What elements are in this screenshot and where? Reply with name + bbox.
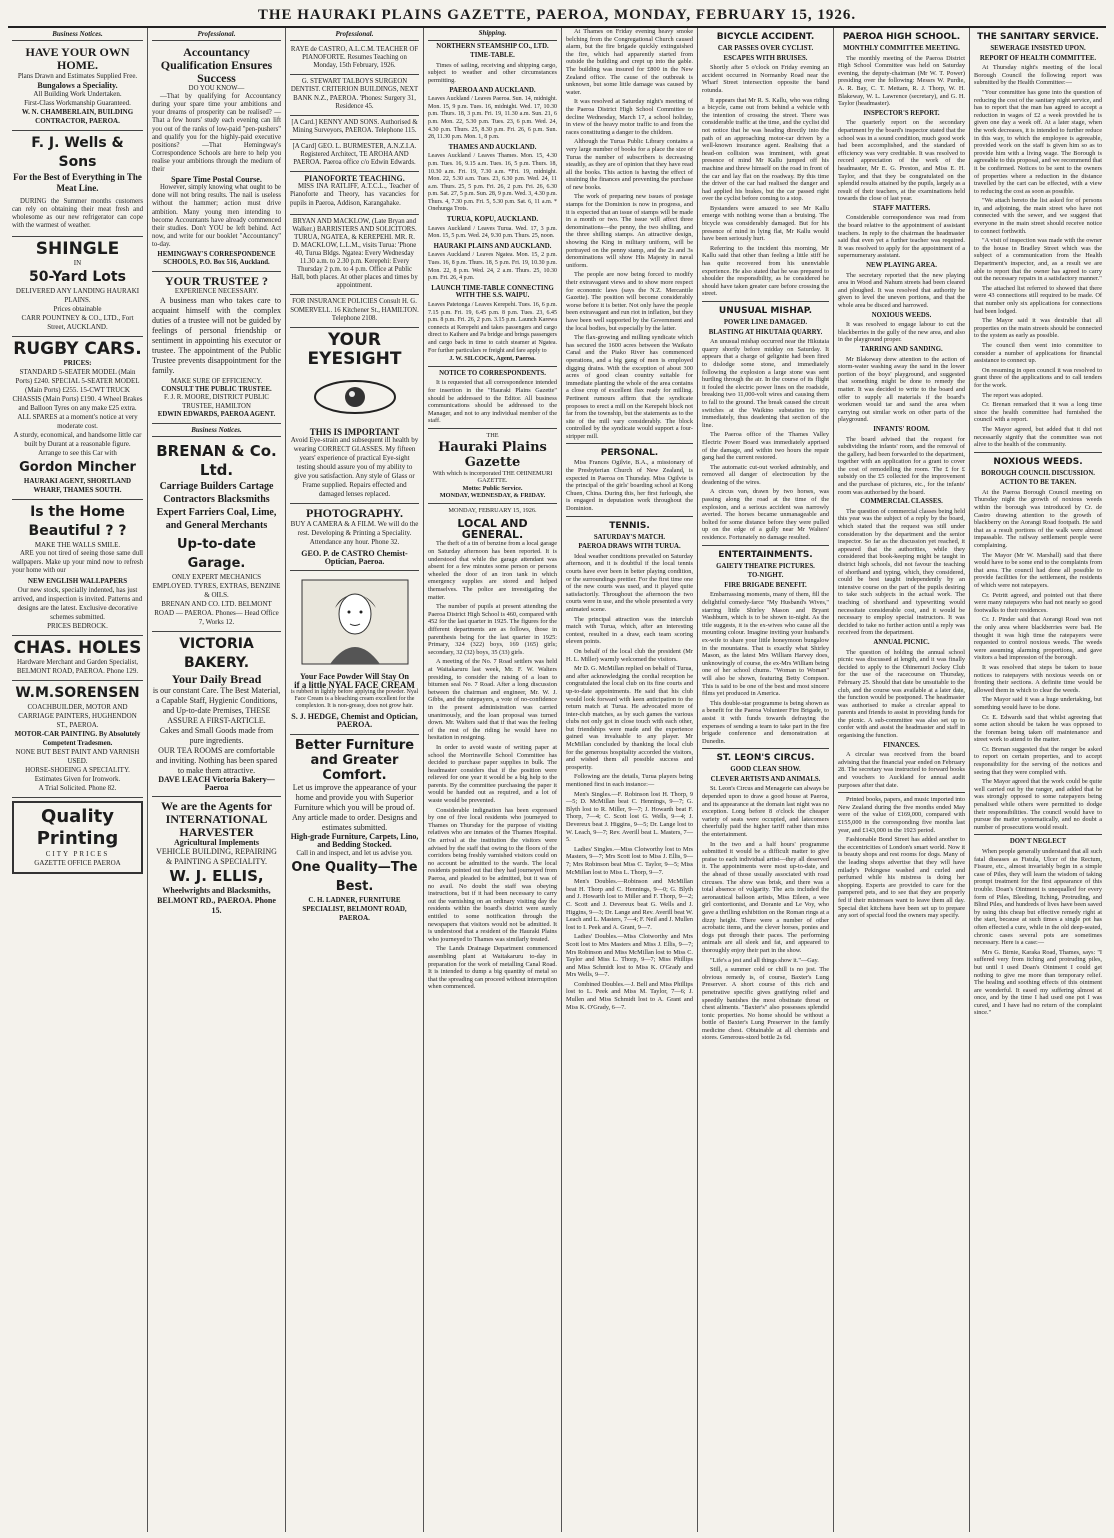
- article-paragraph: Considerable indignation has been expressed by one of five local residents who journeyed to Thames on Thursday for the purpose of visiting relatives who are inmates of the Thames Hospital. On arrival at the institution the visitors were advised by the staff that owing to the floors of the corridors being freshly varnished visitors could on no account be admitted to the wards. The local residents pointed out that they had journeyed from Paeroa, and pleaded to be admitted, but it was of no avail. No doubt the staff was obeying instructions, but if it had been necessary to carry out the varnishing on an ordinary visiting day the residents within the board's district were surely entitled to some notification through the newspapers that visitors would not be admitted. It is understood that a resident of the Hauraki Plains who journeyed to Thames was similarly treated.: [428, 806, 557, 943]
- article-paragraph: At the Paeroa Borough Council meeting on Thursday night the growth of noxious weeds within the borough was introduced by Cr. de Castro drawing attention to the growth of blackberry on the Aorangi Road footpath. He said that as a result portions of the walk were almost impassable. The railway settlement people were complaining.: [974, 488, 1102, 550]
- ad-text: Your Daily Bread: [171, 671, 262, 686]
- article-subheadline: CLEVER ARTISTS AND ANIMALS.: [710, 775, 821, 783]
- ad-text: Our new stock, specially indented, has just arrived, and inspection is invited. Patterns and designs are the latest. Exclusive decorative schemes submitted.: [12, 585, 143, 621]
- ad-title: PIANOFORTE TEACHING.: [304, 174, 405, 184]
- article-subheadline: BLASTING AT HIKUTAIA QUARRY.: [708, 328, 823, 336]
- ad-text: Arrange to see this Car with: [38, 449, 117, 458]
- article-paragraph: Ideal weather conditions prevailed on Saturday afternoon, and it is doubtful if the local tennis courts have ever been in better playing condition, or the surroundings prettier. For the first time one of the new courts was used, and it played quite satisfactorily. Throughout the afternoon the two courts were in use, and the whole presented a very animated scene.: [566, 552, 693, 613]
- article-paragraph: The report was adopted.: [982, 391, 1043, 399]
- ad-title: Quality Printing: [36, 805, 119, 849]
- ad-text: EXPERIENCE NECESSARY.: [174, 288, 259, 296]
- ad-title: Better Furniture and Greater Comfort.: [294, 737, 415, 783]
- divider: [974, 834, 1102, 835]
- ad-title: RUGBY CARS.: [13, 339, 142, 360]
- article-paragraph: Printed books, papers, and music imported into New Zealand during the five months ended May were of the value of £169,000, compared with £155,000 in the corresponding five months last year, and £143,000 in the 1923 period.: [838, 796, 965, 834]
- ad-headline: DON'T NEGLECT: [1009, 838, 1067, 846]
- ad-body: However, simply knowing what ought to be done will not bring results. The nail is useless without the hammer; action must drive ambition. Many young men intending to become Accountants have already commenced their studies. Don't YOU be left behind. Act now, and write for our booklet "Accountancy" to-day.: [152, 184, 281, 248]
- article-subheadline: TARRING AND SANDING.: [860, 345, 943, 353]
- article-paragraph: Following are the details, Turua players being mentioned first in each instance:—: [566, 773, 693, 789]
- article-paragraph: The people are now being forced to modify their extravagant views and to show more respect for economic laws (says the N.Z. Mercantile Gazette). The position will become considerably worse before it is better. Not only have the people been extravagant and run riot in inflation, but they have been well supported by the Government and the local bodies, but especially by the latter.: [566, 271, 693, 332]
- ad-title: CHAS. HOLES: [13, 637, 142, 658]
- ad-text: DO YOU KNOW—: [188, 85, 245, 93]
- shipping-title: LAUNCH TIME-TABLE CONNECTING WITH THE S.S. WAIPU.: [431, 284, 554, 300]
- shipping-agent: J. W. SILCOCK, Agent, Paeroa.: [449, 355, 536, 363]
- shipping-title: NORTHERN STEAMSHIP CO., LTD.: [436, 42, 549, 50]
- shipping-times: Leaves Auckland / Leaves Ngatea. Mon. 15, 2 p.m. Tues. 16, 8 p.m. Thurs. 18, 5 p.m. Fri. 19, 10.30 p.m. Mon. 22, 8 p.m. Wed. 24, 2 a.m. Thurs. 25, 10.30 p.m. Fri. 26, 4 p.m.: [428, 252, 557, 282]
- card-somervell: [290, 295, 419, 327]
- article-headline: UNUSUAL MISHAP.: [718, 306, 813, 316]
- article-subheadline: CAR PASSES OVER CYCLIST.: [717, 45, 814, 52]
- article-paragraph: Embarrassing moments, many of them, fill the delightful comedy-farce "My Husband's Wives," starring little Shirley Mason and Bryant Washburn, which is to be shown to-night. As the title suggests, it is the ex-wives who cause all the mounting colour. Imagine inviting your husband's ex-wife to share your little honeymoon bungalow in the mountains. That is exactly what Shirley Mason, as the latest Mrs William Harvey does, unknowingly of course, the ex-Mrs William being one of her school chums. "Woman to Woman" will also be shown, featuring Betty Compson. This is said to be one of the best and most sincere films yet produced in America.: [702, 591, 829, 698]
- notice-text: It is requested that all correspondence intended for insertion in the "Hauraki Plains Gazette" should be addressed to the Editor. All business communications should be addressed to the Manager, and not to any individual member of the staff.: [428, 379, 557, 425]
- article-paragraph: Still, a summer cold or chill is no jest. The obvious remedy is, of course, Baxter's Lung Preserver. A short course of this rich and penetrative specific gives gratifying relief and speedily banishes the most obstinate throat or chest ailments. "Baxter's" also possesses splendid tonic properties. No home should be without a bottle of Baxter's Lung Preserver in the family medicine chest. Obtainable at all chemists and stores. Generous-sized bottle 2s 6d.: [702, 966, 829, 1042]
- shipping-text: Times of sailing, receiving and shipping cargo, subject to weather and other circumstances permitting.: [428, 61, 557, 84]
- article-paragraph: Cr. Brenan remarked that it was a long time since the health committee had furnished the council with a report.: [974, 401, 1102, 424]
- ad-text: DAVE LEACH Victoria Bakery—Paeroa: [158, 774, 275, 792]
- shipping-title: THAMES AND AUCKLAND.: [448, 143, 537, 151]
- ad-text: NONE BUT BEST PAINT AND VARNISH USED.: [15, 747, 140, 765]
- ad-text: THIS IS IMPORTANT: [309, 426, 400, 437]
- article-paragraph: The Lands Drainage Department commenced assembling plant at Waitakaruru to-day in preparation for the work of metalling Canal Road. It is intended to dump a big quantity of metal so that the spreading can proceed without interruption when commenced.: [428, 945, 557, 991]
- article-paragraph: The quarterly report on the secondary department by the board's inspector stated that the school was in a sound condition, much good work had been accomplished, and the standard of efficiency was very creditable. It was resolved to record appreciation of the work of the headmaster, Mr E. G. Preston, and Miss E. H. Taylor, and that they be congratulated on the splendid results attained by the pupils, largely as a result of their teachers, at the examinations held towards the close of last year.: [838, 119, 965, 203]
- article-paragraph: Men's Singles.—F. Robinson lost H. Thorp, 9—5; D. McMillan beat C. Hennings, 9—7; G. Blyth lost to R. Miller, 9—7; J. Howarth beat F. Thorp, 7—4; C. Scott lost G. Wells, 9—4; J. Devereux beat J. Higgins, 9—5; Dr. Lange lost to W. Leach, 9—7; Rev. Averill beat L. Masters, 7—5.: [566, 790, 693, 844]
- ad-title: Accountancy Qualification Ensures Success: [160, 45, 273, 86]
- ad-text: GAZETTE OFFICE PAEROA: [34, 858, 121, 867]
- ad-paragraph: Mrs G. Birnie, Karaka Road, Thames, says: "I suffered very from itching and protruding piles, but until I used Doan's Ointment I could get nothing to give me more than temporary relief. The healing and soothing effects of this ointment are wonderful. It eased my suffering almost at once, and by the time I had used one pot I was cured, and I have had no return of the complaint since.": [974, 948, 1102, 1017]
- newspaper-flag: Hauraki Plains Gazette: [438, 439, 547, 470]
- ad-text: HAURAKI AGENT, SHORTLAND WHARF, THAMES SOUTH.: [23, 477, 132, 495]
- article-paragraph: Cr. Brenan suggested that the ranger be asked to report on certain properties, and to accept responsibility for the serving of the notices and seeing that they were complied with.: [974, 745, 1102, 776]
- article-paragraph: The question of holding the annual school picnic was discussed at length, and it was finally decided to apply to the Ohinemuri Jockey Club for the use of the racecourse on Thursday, February 25. Should that date be unsuitable to the club, and the course was available at a later date, the function would be postponed. The headmaster was authorised to make a circular appeal to parents and friends to assist in providing funds for the picnic. A sub-committee was also set up to confer with and assist the headmaster and staff in organising the function.: [838, 648, 965, 740]
- ad-text: W. N. CHAMBERLAIN, BUILDING CONTRACTOR, PAEROA.: [21, 108, 134, 126]
- lady-portrait-icon: [300, 578, 410, 666]
- article-paragraph: On resuming in open council it was resolved to grant three of the applications and to call tenders for the work.: [974, 366, 1102, 389]
- article-paragraph: The work of preparing new issues of postage stamps for the Dominion is now in progress, and it is expected that an issue of stamps will be made in a month or two. The issue will affect three denominations—the penny, the two shilling, and the three shilling stamps. An attractive design, showing the King in military uniform, will be portrayed on the penny stamp, and the 2s and 3s denominations will show His Majesty in naval uniform.: [566, 193, 693, 269]
- ad-text: BRYAN AND MACKLOW, (Late Bryan and Walker.) BARRISTERS AND SOLICITORS. TURUA, NGATEA, & KEREPEHI. MR. R. D. MACKLOW, L.L.M., visits Turua: 'Phone 40, Turua Bldgs. Ngatea: Every Wednesday 11.30 a.m. to 2.30 p.m. Kerepehi: Every Thursday 2 p.m. to 4 p.m. Office at Public Hall, both places. At other places and times by appointment.: [291, 217, 418, 290]
- card-burmester: [290, 140, 419, 172]
- ad-body: —That by qualifying for Accountancy during your spare time your ambitions and your dreams of prosperity can be realised? —That a few hours' study each evening can lift you out of the ranks of low-paid "pen-pushers" and qualify you for the highly-paid executive positions? —That Hemingway's Correspondence Schools are here to help you realise your ambitions through the medium of their: [152, 93, 281, 174]
- ad-text: NEW ENGLISH WALLPAPERS: [27, 576, 128, 585]
- flag-days: MONDAY, WEDNESDAY, & FRIDAY.: [439, 492, 546, 500]
- ad-public-trustee: [152, 272, 281, 424]
- ad-body: MISS INA RATLIFF, A.T.C.L., Teacher of Pianoforte and Theory, has vacancies for pupils in Paeroa, Addison, Karangahake.: [290, 183, 419, 207]
- article-headline: THE SANITARY SERVICE.: [977, 32, 1099, 42]
- ad-text: STANDARD 5-SEATER MODEL (Main Ports) £240. SPECIAL 5-SEATER MODEL (Main Ports) £255. 15-CWT TRUCK CHASSIS (Main Ports) £190. 4 Wheel Brakes and Balloon Tyres on any make £25 extra. ALL SPARES at a moment's notice at very moderate cost.: [12, 368, 143, 431]
- article-paragraph: Referring to the incident this morning, Mr Kallu said that other than feeling a little stiff he has quite recovered from his unenviable experience. He also stated that he was prepared to shoulder the responsibility, as he considered he should have taken greater care before crossing the street.: [702, 244, 829, 298]
- article-paragraph: The theft of a tin of benzine from a local garage on Saturday afternoon has been reported. It is understood that while the garage attendant was absent for a few minutes some person or persons wheeled the door of an iron tank in which emergency supplies are stored and helped themselves. The police are investigating the matter.: [428, 540, 557, 601]
- ad-title: Is the Home Beautiful ? ?: [28, 504, 127, 540]
- ad-text: MAKE THE WALLS SMILE.: [34, 541, 121, 550]
- article-subheadline: ACTION TO BE TAKEN.: [999, 479, 1077, 487]
- article-headline: PERSONAL.: [600, 448, 659, 459]
- shipping-times: Leaves Patetonga / Leaves Kerepehi. Tues. 16, 6 p.m. 7.15 p.m. Fri. 19, 6.45 p.m. 8 p.m. Tues. 23, 6.45 p.m. 8 p.m. Fri. 26, 2 p.m. 3.15 p.m. Launch Karewa connects at Kerepehi and takes passengers and cargo direct to Kaihere and Pa bridge and brings passengers and cargo back in time to catch steamer at Ngatea. For further particulars re freight and fare apply to: [428, 302, 557, 354]
- article-paragraph: The Paeroa office of the Thames Valley Electric Power Board was immediately apprised of the damage, and within two hours the repair gang had the current restored.: [702, 431, 829, 462]
- section-header: Professional.: [152, 28, 281, 41]
- ad-text: 50-Yard Lots: [29, 269, 126, 286]
- ad-printing: [12, 801, 143, 874]
- article-paragraph: It was resolved at Saturday night's meeting of the Paeroa District High School Committee to decline Wednesday, March 17, a school holiday, in view of the heavy motor traffic to and from the races constituting a danger to the children.: [566, 98, 693, 136]
- ad-title: We are the Agents for INTERNATIONAL HARVESTER: [160, 799, 273, 839]
- article-paragraph: Although the Turua Public Library contains a very large number of books for a place the size of Turua the number of subscribers is decreasing steadily, as they are of opinion that they have read all the books. This action is having the effect of straining the finances and preventing the purchase of new books.: [566, 138, 693, 191]
- article-subheadline: POWER LINE DAMAGED.: [723, 319, 808, 326]
- article-paragraph: The flax-growing and milling syndicate which has secured the 1600 acres between the Waikato Canal and the Piako River has commenced operations, and a big gang of men is employed digging drains. With the exception of about 300 acres of good clean country suitable for immediate planting the whole of the area contains a close crop of excellent flax ready for milling. Pertinent rumours affirm that the syndicate proposes to erect a mill on the Kerepehi block not far from the township, but the statements as to the site of the mill vary considerably. The block controlled by the syndicate would support a four-stripper mill.: [566, 334, 693, 440]
- issue-date: MONDAY, FEBRUARY 15, 1926.: [448, 506, 537, 514]
- ad-text: C. H. LADNER, FURNITURE SPECIALIST, BELMONT ROAD, PAEROA.: [302, 895, 407, 922]
- flag-motto: Motto: Public Service.: [462, 484, 523, 492]
- eye-illustration-icon: [300, 373, 410, 421]
- article-paragraph: "Life's a jest and all things show it."—Gay.: [710, 956, 819, 964]
- divider: [702, 545, 829, 546]
- columns: [8, 28, 1106, 1532]
- ad-text: S. J. HEDGE, Chemist and Optician, PAEROA.: [291, 712, 418, 730]
- column-4: [424, 28, 562, 1532]
- article-paragraph: On behalf of the local club the president (Mr H. L. Miller) warmly welcomed the visitors.: [566, 647, 693, 663]
- ad-text: CONSULT THE PUBLIC TRUSTEE.: [161, 386, 272, 394]
- ad-text: MAKE SURE OF EFFICIENCY.: [170, 378, 263, 386]
- article-subheadline: NEW PLAYING AREA.: [866, 262, 937, 270]
- ad-text: HORSE-SHOEING A SPECIALITY.: [25, 765, 130, 774]
- masthead: THE HAURAKI PLAINS GAZETTE, PAEROA, MONDAY, FEBRUARY 15, 1926.: [8, 4, 1106, 28]
- section-header: Business Notices.: [12, 28, 143, 41]
- column-2: [148, 28, 286, 1532]
- shipping-times: Leaves Auckland / Leaves Thames. Mon. 15, 4.30 p.m. Tues. 16, 9.15 a.m. Tues. 16, 5 p.m. Thurs. 18, 10.30 a.m. Fri. 19, 7.30 a.m. *Fri. 19, midnight. Mon. 22, 5.30 a.m. Tues. 23, 6.30 p.m. Wed. 24, 11 a.m. Thurs. 25, 5 p.m. Fri. 26, 2 p.m. Fri. 26, 6.30 p.m. Sat. 27, 5 p.m. Sun. 28, 9 p.m. Wed. 3, 4.30 p.m. Thurs. 4, 7.30 p.m. Fri. 5, 5.30 p.m. Sat. 6, 11 a.m. * Onehunga Trots.: [428, 153, 557, 213]
- divider: [702, 748, 829, 749]
- ad-ellis: [152, 797, 281, 920]
- ad-title: YOUR EYESIGHT: [307, 329, 402, 369]
- article-paragraph: Ladies' Doubles.—Miss Clotworthy and Mrs Scott lost to Mrs Masters and Miss J. Ellis, 9—7; Mrs Robinson and Miss McMillan lost to Miss C. Taylor and Miss L. Thorp, 9—7; Miss Phillips and Miss Schmidt lost to Miss K. O'Grady and Mrs Wells, 9—7.: [566, 933, 693, 979]
- section-header: Business Notices.: [152, 424, 281, 437]
- article-headline: PAEROA HIGH SCHOOL.: [842, 32, 961, 42]
- ad-text: Up-to-date Garage.: [177, 536, 256, 571]
- article-paragraph: Mr D. G. McMillan replied on behalf of Turua, and after acknowledging the cordial reception he congratulated the local club on its fine courts and up-to-date appointments. He said that his club would look forward with keen anticipation to the return match at Turua. He advocated more of inter-club matches, as by such games the various clubs not only got in close touch with each other, but friendships were made and the experience gained was invaluable to any player. Mr McMillan concluded by thanking the local club for the generous hospitality accorded the visitors, and wished them all possible success and prosperity.: [566, 665, 693, 771]
- card-ratliff: [290, 172, 419, 214]
- article-paragraph: The council then went into committee to consider a number of applications for financial assistance to connect up.: [974, 341, 1102, 365]
- article-subheadline: NOXIOUS WEEDS.: [871, 311, 932, 319]
- ad-text: High-grade Furniture, Carpets, Lino, and Bedding Stocked.: [290, 831, 419, 849]
- ad-ladner: [290, 735, 419, 927]
- ad-text: F. J. R. MOORE, DISTRICT PUBLIC TRUSTEE, HAMILTON: [164, 394, 269, 410]
- article-paragraph: In order to avoid waste of writing paper at school the Morrinsville School Committee has decided to purchase paper supplies in bulk. The headmaster considers that if the position were relieved for one year it would be a big help to the parents. By the committee purchasing the paper it would be handed out as required, and a lot of waste would be prevented.: [428, 743, 557, 805]
- ad-body: DURING the Summer months customers can rely on obtaining their meat fresh and wholesome as our new refrigerator can cope with the warmest of weather.: [12, 198, 143, 230]
- article-paragraph: A circus van, drawn by two horses, was passing along the road at the time of the explosion, and a serious accident was narrowly averted. The horses became unmanageable and bolted for some distance before they were pulled up on the edge of a gully near Mr Walters' residence. Fortunately no damage resulted.: [702, 488, 829, 542]
- divider: [974, 452, 1102, 453]
- shipping-title: PAEROA AND AUCKLAND.: [449, 86, 536, 94]
- ad-text: Cakes and Small Goods made from pure ingredients.: [159, 725, 274, 745]
- section-header: Shipping.: [428, 28, 557, 41]
- article-paragraph: At Thursday night's meeting of the local Borough Council the following report was submitted by the Health Committee:—: [974, 64, 1102, 87]
- shipping-times: Leaves Auckland / Leaves Paeroa. Sun. 14, midnight. Mon. 15, 9 p.m. Tues. 16, midnight. Wed. 17, 10.30 p.m. Thurs. 18, 3 p.m. Fri. 19, 11.30 a.m. Sun. 21, 6 p.m. Mon. 22, 5.30 p.m. Tues. 23, 6 p.m. Wed. 24, 4.30 p.m. Thurs. 25, 8.30 p.m. Fri. 26, 6 p.m. Sun. 28, 11.30 p.m. Mon. 1, 8 p.m.: [428, 96, 557, 141]
- ad-text: Hardware Merchant and Garden Specialist, BELMONT ROAD, PAEROA. Phone 129.: [16, 657, 139, 675]
- article-paragraph: At Thames on Friday evening heavy smoke belching from the Congregational Church caused alarm, but the fire brigade quickly extinguished the fire, which had apparently started from outside the building and crept up into the gable. The building was insured for £800 in the New Zealand office. The cause of the outbreak is unknown, but some little damage was caused by water.: [566, 28, 693, 96]
- ad-text: BRENAN AND CO. LTD. BELMONT ROAD — PAEROA. Phones— Head Office 7, Works 12.: [154, 599, 279, 626]
- article-paragraph: The Mayor agreed, but added that it did not necessarily signify that the committee was not alive to the health of the community.: [974, 425, 1102, 449]
- ad-eyesight: [290, 328, 419, 504]
- ad-text: W. J. ELLIS,: [169, 867, 264, 886]
- card-talboys: [290, 75, 419, 115]
- article-paragraph: Miss Frances Ogilvie, B.A., a missionary of the Presbyterian Church of New Zealand, is expected in Paeroa on Thursday. Miss Ogilvie is the principal of the girls' boarding school at Kong Chuen, China. During this, her first furlough, she is engaged in deputation work throughout the Dominion.: [566, 459, 693, 513]
- ad-title: HAVE YOUR OWN HOME.: [25, 45, 130, 73]
- card-kenny: [290, 116, 419, 140]
- ad-rugby-cars: [12, 337, 143, 500]
- ad-text: Bungalows a Speciality.: [37, 81, 118, 91]
- ad-text: FOR INSURANCE POLICIES Consult H. G. SOMERVELL. 16 Kitchener St., HAMILTON. Telephone 2108.: [290, 298, 419, 322]
- article-paragraph: Men's Doubles.—Robinson and McMillan beat H. Thorp and C. Hennings, 9—0; G. Blyth and J. Howarth lost to Miller and F. Thorp, 9—2; C. Scott and J. Devereux beat G. Wells and J. Higgins, 9—3; Dr. Lange and Rev. Averill beat W. Leach and L. Masters, 7—4; F. Neil and J. Mullen lost to I. Peek and A. Grant, 9—7.: [566, 878, 693, 931]
- ad-text: EDWIN EDWARDS, PAEROA AGENT.: [157, 410, 276, 418]
- article-subheadline: INFANTS' ROOM.: [873, 425, 930, 433]
- flag-text: With which is incorporated THE OHINEMURI GAZETTE.: [432, 469, 553, 485]
- article-subheadline: STAFF MATTERS.: [872, 204, 931, 212]
- ad-text: G. STEWART TALBOYS SURGEON DENTIST. CRITERION BUILDINGS, NEXT BANK N.Z., PAEROA. 'Phones: Surgery 31, Residence 45.: [290, 78, 419, 110]
- article-paragraph: "A visit of inspection was made with the owner to the house in Bradley Street which was the subject of a communication from the Health Department's inspector, and, as a result we are able to report that the owner has agreed to carry out the necessary repairs in a satisfactory manner.": [974, 237, 1102, 283]
- ad-text: [A Card.] KENNY AND SONS. Authorised & Mining Surveyors, PAEROA. Telephone 115.: [291, 118, 418, 134]
- article-paragraph: This double-star programme is being shown as a benefit for the Paeroa Volunteer Fire Brigade, to assist it with funds towards defraying the expenses of sending a team to take part in the fire brigade conference and demonstration at Dunedin.: [702, 699, 829, 745]
- article-subheadline: GAIETY THEATRE PICTURES.: [716, 562, 815, 570]
- article-paragraph: A circular was received from the board advising that the financial year ended on February 28. The secretary was instructed to forward books and vouchers to Auckland for annual audit purposes after that date.: [838, 751, 965, 789]
- article-subheadline: MONTHLY COMMITTEE MEETING.: [843, 45, 960, 52]
- article-subheadline: COMMERCIAL CLASSES.: [860, 498, 943, 506]
- ad-text: [A Card] GEO. L. BURMESTER, A.N.Z.I.A. Registered Architect, TE AROHA AND PAEROA. Paeroa office c/o Edwin Edwards.: [292, 142, 417, 167]
- ad-title: VICTORIA BAKERY.: [179, 635, 254, 671]
- article-headline: ST. LEON'S CIRCUS.: [716, 753, 815, 764]
- column-7: [834, 28, 970, 1532]
- article-paragraph: A meeting of the No. 7 Road settlers was held at Waitakaruru last week, Mr. F. W. Walters presiding, to consider the raising of a loan to bitumen seal No. 7 Road. After a long discussion between the chairman and engineer, Mr. W. J. Gibbs, and the ratepayers, a vote of no-confidence in the present administration was carried unanimously, and the loan proposal was turned down. Mr. Walters said that if that was the feeling of the rest of the riding he would have no hesitation in resigning.: [428, 658, 557, 742]
- ad-holes: [12, 636, 143, 681]
- ad-title: Your Face Powder Will Stay On: [300, 672, 409, 682]
- ad-text: Agricultural Implements: [173, 838, 260, 847]
- article-paragraph: It was resolved that steps be taken to issue notices to ratepayers with noxious weeds on or fronting their sections. A definite time would be allowed them in which to clear the weeds.: [974, 663, 1102, 694]
- article-paragraph: The monthly meeting of the Paeroa District High School Committee was held on Saturday evening, the deputy-chairman (Mr W. T. Power) presiding over the following: Messrs W. Purdie, A. R. Bay, C. T. Mettam, R. J. Thorp, W. H. Blakeway, W. L. Lawrence (secretary), and G. H. Taylor (headmaster).: [838, 54, 965, 108]
- shipping-title: HAURAKI PLAINS AND AUCKLAND.: [433, 242, 552, 250]
- article-paragraph: It was resolved to engage labour to cut the blackberries in the gully of the new area, and also in the playground proper.: [838, 321, 965, 344]
- article-headline: NOXIOUS WEEDS.: [993, 456, 1083, 467]
- article-paragraph: Ladies' Singles.—Miss Clotworthy lost to Mrs Masters, 9—7; Mrs Scott lost to Miss J. Ellis, 9—7; Mrs Robinson beat Miss C. Taylor, 9—5; Miss McMillan lost to Miss L. Thorp, 9—7.: [566, 845, 693, 876]
- ad-hemingway: [152, 43, 281, 272]
- article-paragraph: Cr. J. Pinder said that Aorangi Road was not the only area where blackberries were bad. He thought it was high time the ratepayers were requested to control noxious weeds. The weeds were assuming alarming proportions, and gave visitors a bad impression of the borough.: [974, 616, 1102, 662]
- article-subheadline: INSPECTOR'S REPORT.: [863, 109, 940, 117]
- ad-title: YOUR TRUSTEE ?: [164, 274, 269, 289]
- ad-text: One Quality—The Best.: [291, 859, 418, 894]
- article-paragraph: "Your committee has gone into the question of reducing the cost of the sanitary night service, and has to report that the man has agreed to accept a reduction in wages of £2 a week provided he is given one day a week off. At a later stage, when the work decreases, it is intended to further reduce in this way, to which the employee is agreeable, provided work on the staff is given him so as to provide him with a living wage. The Borough is agreeable to this proposal, and we recommend that it be confirmed. Notices to be sent to the owners of properties where a reduction in the distance travelled by the cart can be effected, with a view to reducing the cost as soon as possible.: [974, 88, 1102, 195]
- column-1: [8, 28, 148, 1532]
- ad-wallpapers: [12, 500, 143, 635]
- ad-text: GEO. P. de CASTRO Chemist-Optician, Paeroa.: [301, 548, 408, 566]
- ad-nyal-face-cream: [290, 571, 419, 734]
- card-bryan-macklow: [290, 215, 419, 296]
- article-subheadline: GOOD CLEAN SHOW.: [730, 766, 801, 774]
- article-subheadline: FIRE BRIGADE BENEFIT.: [724, 581, 807, 589]
- article-headline: TENNIS.: [609, 520, 650, 531]
- ad-paragraph: When people generally understand that all such fatal diseases as Fistula, Ulcer of the Rectum, Fissure, etc., almost invariably begin in a simple case of Piles, they will learn the wisdom of taking prompt treatment for the first appearance of this trouble. Doan's Ointment is unequalled for every form of Piles, Bleeding, Itching, Protruding, and Blind Piles, and hundreds of lives have been saved by using this cheap but effective remedy right at the start, because at such times a single pot has often effected a cure, while in the old deep-seated, chronic cases several pots are sometimes necessary. Here is a case:—: [974, 848, 1102, 947]
- shipping-title: TURUA, KOPU, AUCKLAND.: [446, 216, 539, 224]
- ad-text: HEMINGWAY'S CORRESPONDENCE SCHOOLS, P.O. Box 516, Auckland.: [157, 250, 276, 267]
- article-paragraph: An unusual mishap occurred near the Hikutaia quarry shortly before midday on Saturday. It appears that a charge of gelignite had been fired to dislodge some stone, and immediately following the explosion a large stone was sent hurtling through the air. In the course of its flight it fouled the electric power lines on the roadside, breaking two 11,000-volt wires and causing them to fall to the ground. The break caused the circuit switches at the Waikino substation to trip immediately, thus deadening that section of the line.: [702, 338, 829, 429]
- ad-text: CITY PRICES: [45, 849, 110, 858]
- article-paragraph: The question of commercial classes being held this year was the subject of a reply by the board, which stated that the request was still under consideration by the department and the senior inspector. So far as the discussion yet reached, it appeared that the authorities, while they considered that book-keeping might be taught in district high schools, did not favour the teaching of shorthand and typing, which, they considered, could be best taught independently by an intensive course on the part of the pupils desiring to take such subjects in the actual work. The teaching of shorthand and typewriting would necessitate considerable cost, and it would be necessary to employ special instructors. It was decided to take no further action until a reply was received from the department.: [838, 507, 965, 637]
- article-paragraph: The board advised that the request for subdividing the infants' room, and the removal of the gallery, had been forwarded to the department, together with an application for a grant to cover the cost of remodelling the room. The £ for £ subsidy on the £5 collected for the improvement and the purchase of pictures, etc., for the infants' room was authorised by the board.: [838, 435, 965, 496]
- article-headline: BICYCLE ACCIDENT.: [716, 32, 815, 42]
- shipping-subtitle: TIME-TABLE.: [470, 52, 515, 60]
- ad-text: For the Best of Everything in The Meat Line.: [13, 172, 142, 194]
- ad-text: IN: [73, 259, 82, 268]
- divider: [566, 516, 693, 517]
- ad-text: BUY A CAMERA & A FILM. We will do the rest. Developing & Printing a Speciality. Attendance any hour. Phone 32.: [290, 519, 419, 546]
- article-headline: ENTERTAINMENTS.: [718, 549, 813, 560]
- column-6: [698, 28, 834, 1532]
- ad-text: Plans Drawn and Estimates Supplied Free.: [17, 72, 138, 81]
- article-paragraph: Cr. Petritt agreed, and pointed out that there were many ratepayers who had not nearly so good footwalks to their residences.: [974, 591, 1102, 614]
- ad-text: PRICES BEDROCK.: [47, 621, 108, 630]
- shipping-times: Leaves Auckland / Leaves Turua. Wed. 17, 3 p.m. Mon. 15, 5 p.m. Wed. 24, 9.30 p.m. Thurs. 25, noon.: [428, 225, 557, 240]
- ad-victoria-bakery: [152, 632, 281, 797]
- article-paragraph: The Mayor said it was a huge undertaking, but something would have to be done.: [974, 696, 1102, 711]
- article-paragraph: The Mayor said it was desirable that all properties on the main streets should be connected to the system as early as possible.: [974, 317, 1102, 340]
- article-subheadline: PAEROA DRAWS WITH TURUA.: [578, 543, 681, 551]
- ad-wells: [12, 131, 143, 237]
- ad-text: Carriage Builders Cartage Contractors Blacksmiths Expert Farriers Coal, Lime, and General Merchants: [156, 480, 277, 531]
- article-paragraph: Mr Blakeway drew attention to the action of storm-water washing away the sand in the lower portion of the boys' playground, and suggested that something might be done to remedy the matter. It was decided to write to the board and offer to supply all materials if the board's workmen would tar and sand the area when carrying out similar work on other parts of the playground.: [838, 355, 965, 424]
- article-paragraph: The secretary reported that the new playing area in Wood and Nahum streets had been cleared and ploughed. It was resolved that authority be given to level the uneven portions, and that the whole area be disced and harrowed.: [838, 271, 965, 309]
- article-paragraph: Combined Doubles.—J. Bell and Miss Phillips lost to L. Peek and Miss M. Taylor, 7—6; J. Mullen and Miss Schmidt lost to A. Grant and Miss K. O'Grady, 6—7.: [566, 980, 693, 1011]
- ad-text: is rubbed in lightly before applying the powder. Nyal Face Cream is a bleaching cream excellent for the complexion. It is non-greasy, does not grow hair.: [290, 689, 419, 710]
- column-8: [970, 28, 1106, 1532]
- article-subheadline: BOROUGH COUNCIL DISCUSSION.: [981, 469, 1095, 477]
- ad-text: Spare Time Postal Course.: [171, 175, 262, 185]
- ad-text: RAYE de CASTRO, A.L.C.M. TEACHER OF PIANOFORTE. Resumes Teaching on Monday, 15th February, 1926.: [290, 46, 419, 70]
- ad-text: All Building Work Undertaken.: [33, 90, 122, 99]
- ad-text: is our constant Care. The Best Material, a Capable Staff, Hygienic Conditions, and Up-to-date Premises, THESE ASSURE A FIRST-ARTICLE.: [152, 685, 281, 725]
- article-subheadline: SEWERAGE INSISTED UPON.: [990, 45, 1086, 52]
- ad-text: Gordon Mincher: [19, 460, 136, 476]
- divider: [566, 443, 693, 444]
- card-de-castro: [290, 43, 419, 75]
- article-subheadline: ANNUAL PICNIC.: [873, 638, 930, 646]
- ad-chamberlain: [12, 43, 143, 131]
- article-paragraph: It appears that Mr R. S. Kallu, who was riding a bicycle, came out from behind a vehicle with the intention of crossing the street. There was considerable traffic at the time, and the cyclist did not notice that he was heading directly into the path of an approaching motor-car driven by a well-known insurance agent. Realising that a head-on collision was imminent, with great presence of mind Mr Kallu jumped off his machine and threw himself on the road in front of the car and lay flat on the roadway. By this time the driver of the car had realised the danger and had applied his brakes, but the car passed right over the cyclist before coming to a stop.: [702, 96, 829, 203]
- ad-text: Call in and inspect, and let us advise you.: [296, 848, 413, 857]
- article-paragraph: St. Leon's Circus and Menagerie can always be depended upon to draw a good house at Paeroa, and its appearance at the domain last night was no exception. Long before 8 o'clock the cheaper variety of seats were occupied, and latecomers cheerfully paid the higher tariff rather than miss the entertainment.: [702, 785, 829, 839]
- article-subheadline: FINANCES.: [883, 741, 920, 749]
- ad-text: Let us improve the appearance of your home and provide you with Superior Furniture which you will be proud of. Any article made to order. Designs and estimates submitted.: [291, 782, 418, 832]
- ad-text: if a little NYAL FACE CREAM: [294, 680, 415, 691]
- divider: [428, 503, 557, 504]
- ad-text: OUR TEA ROOMS are comfortable and inviting. Nothing has been spared to make them attractive.: [155, 745, 278, 775]
- ad-text: COACHBUILDER, MOTOR AND CARRIAGE PAINTERS, HUGHENDON ST., PAEROA.: [18, 702, 137, 729]
- ad-text: PRICES:: [63, 359, 92, 368]
- article-subheadline: TO-NIGHT.: [747, 572, 784, 580]
- ad-text: CARR POUNTNEY & CO., LTD., Fort Street, AUCKLAND.: [21, 314, 134, 332]
- ad-photography: [290, 504, 419, 571]
- ad-text: Estimates Given for Ironwork.: [34, 774, 121, 783]
- article-paragraph: The automatic cut-out worked admirably, and removed all danger of electrocution by the deadening of the wires.: [702, 463, 829, 486]
- ad-title: PHOTOGRAPHY.: [305, 505, 403, 520]
- ad-text: First-Class Workmanship Guaranteed.: [24, 99, 131, 108]
- article-subheadline: REPORT OF HEALTH COMMITTEE.: [979, 54, 1097, 62]
- ad-title: SHINGLE: [35, 239, 120, 260]
- article-paragraph: Cr. E. Edwards said that whilst agreeing that some action should be taken he was opposed to the foreman being taken off maintenance and street work to attend to the matter.: [974, 713, 1102, 744]
- article-paragraph: The principal attraction was the interclub match with Turua, which, after an interesting contest, resulted in a draw, each team scoring eleven points.: [566, 615, 693, 646]
- ad-title: BRENAN & Co. Ltd.: [156, 441, 277, 479]
- article-paragraph: Shortly after 5 o'clock on Friday evening an accident occurred in Normanby Road near the Wharf Street intersection opposite the band rotunda.: [702, 64, 829, 94]
- article-subheadline: ESCAPES WITH BRUISES.: [723, 54, 808, 62]
- divider: [702, 301, 829, 302]
- ad-body: A business man who takes care to acquaint himself with the complex duties of a trustee will not be guided by feelings of personal friendship or sentiment in appointing his executor or trustee. The appointment of the Public Trustee prevents disappointment for the family.: [152, 296, 281, 376]
- section-header: Professional.: [290, 28, 419, 41]
- ad-text: Wheelwrights and Blacksmiths, BELMONT RD., PAEROA. Phone 15.: [157, 886, 276, 916]
- notice-title: NOTICE TO CORRESPONDENTS.: [439, 369, 546, 377]
- ad-shingle: [12, 237, 143, 337]
- article-paragraph: The number of pupils at present attending the Paeroa District High School is 460, compared with 452 for the last quarter in 1925. The figures for the different departments are as follows, those in parenthesis being for the last quarter in 1925: Primary, 324 (322) boys, 169 (165) girls; secondary, 32 (32) boys, 35 (33) girls.: [428, 603, 557, 656]
- article-paragraph: Considerable correspondence was read from the board relative to the appointment of assistant teachers. In reply to the chairman the headmaster said that even yet a further teacher was required. It was resolved to apply for the appointment of a supernumerary assistant.: [838, 214, 965, 260]
- ad-text: DELIVERED ANY LANDING HAURAKI PLAINS.: [15, 287, 140, 305]
- article-paragraph: Bystanders were amazed to see Mr Kallu emerge with nothing worse than a bruising. The bicycle was considerably damaged. But for his presence of mind in lying flat, Mr Kallu would have been seriously hurt.: [702, 204, 829, 243]
- ad-brenan: [152, 439, 281, 632]
- ad-title: W.M.SORENSEN: [15, 684, 140, 701]
- ad-body: ARE you not tired of seeing those same dull wallpapers. Make up your mind now to refresh your home with our: [12, 550, 143, 574]
- article-paragraph: In the two and a half hours' programme submitted it would be a difficult matter to give praise to each individual artist—they all deserved it. The appointments were most up-to-date, and the ahead of those usually associated with road circuses. The show was brisk, and there was a total absence of vulgarity. The acts included the aeronautical balloon artists, Miss Eileen, a wee girl contortionist, and Dorante and Le Voy, who gave a thrilling exhibition on the Roman rings at a dizzy height. There were a number of other acrobatic items, and the clever horses, ponies and dogs put through their paces. The performing animals are all sleek and fat, and appeared to thoroughly enjoy their part in the show.: [702, 840, 829, 954]
- ad-title: F. J. Wells & Sons: [31, 135, 124, 171]
- divider: [428, 366, 557, 367]
- article-paragraph: The Mayor (Mr W. Marshall) said that there would have to be some end to the complaints from that area. The council had done all possible to provide facilities for the settlement, the residents of which were not ratepayers.: [974, 551, 1102, 589]
- ad-text: MOTOR-CAR PAINTING. By Absolutely Competent Tradesmen.: [14, 729, 141, 747]
- divider: [838, 792, 965, 793]
- ad-text: Avoid Eye-strain and subsequent ill health by wearing CORRECT GLASSES. My fifteen years' experience of practical Eye-sight testing should assure you of my ability to give you satisfaction. Any style of Glass or Frame supplied. Repairs effected and damaged lenses replaced.: [290, 435, 419, 498]
- article-paragraph: The attached list referred to showed that there were 43 connections still required to be made. Of that number only six applications for connections had been lodged.: [974, 284, 1102, 315]
- flag-the: THE: [486, 431, 499, 439]
- article-paragraph: "We attach hereto the list asked for of persons in, and adjoining, the main street who have not connected with the sewer, and we suggest that everyone in the main street should receive notice to connect forthwith.: [974, 197, 1102, 235]
- ad-text: Prices obtainable: [53, 305, 102, 314]
- article-paragraph: Fashionable Bond Street has added another to the eccentricities of London's smart world. Now it is beauty shops and rest rooms for dogs. Many of the leading shops advertise that they will have milady's Pekingese washed and curled and perfumed while his mistress is doing her shopping. Experts are provided to care for the pampered pets, and to see that they are properly fed if their mistresses want to leave them all day. Special diet kitchens have been set up to prepare any sort of special food the owners may specify.: [838, 836, 965, 920]
- ad-text: A Trial Solicited. Phone 82.: [38, 783, 117, 792]
- ad-text: A sturdy, economical, and handsome little car built by Durant at a reasonable figure.: [13, 431, 142, 449]
- article-headline: LOCAL AND GENERAL.: [457, 517, 528, 542]
- ad-text: ONLY EXPERT MECHANICS EMPLOYED. TYRES, EXTRAS, BENZINE & OILS.: [152, 572, 281, 599]
- column-3: [286, 28, 424, 1532]
- ad-text: VEHICLE BUILDING, REPAIRING & PAINTING A SPECIALITY.: [156, 847, 277, 867]
- ad-sorensen: [12, 681, 143, 798]
- article-subheadline: SATURDAY'S MATCH.: [593, 533, 666, 541]
- article-paragraph: The Mayor agreed that the work could be quite well carried out by the ranger, and added that he was strongly opposed to some ratepayers being penalised while others were permitted to dodge their responsibilities. The council would have to pursue the matter systematically, and no doubt a number of prosecutions would result.: [974, 778, 1102, 831]
- divider: [428, 428, 557, 429]
- column-5: [562, 28, 698, 1532]
